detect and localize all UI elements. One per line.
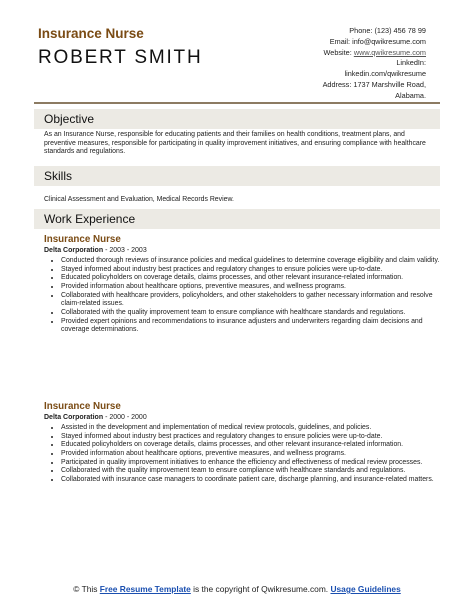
job-1-bullet: • Collaborated with the quality improvement team to ensure compliance with healthcare standards and regulations. bbox=[61, 309, 451, 318]
job-1-bullet: • Conducted thorough reviews of insurance policies and medical guidelines to determine coverage eligibility and claim validity. bbox=[61, 257, 451, 266]
job-2-bullet: • Participated in quality improvement initiatives to enhance the efficiency and effectiveness of medical review processes. bbox=[61, 459, 451, 468]
linkedin-value: linkedin.com/qwikresume bbox=[344, 69, 426, 79]
objective-text: As an Insurance Nurse, responsible for educating patients and their families on health conditions, treatment plans, and preventive measures, responsible for participating in quality improvement initiatives, and ensuring compliance with healthcare standards and regulations. bbox=[44, 131, 426, 156]
job-2-bullet: • Stayed informed about industry best practices and regulatory changes to ensure policies were up-to-date. bbox=[61, 433, 451, 442]
job-2-company: Delta Corporation bbox=[44, 414, 104, 421]
candidate-name: ROBERT SMITH bbox=[38, 47, 203, 68]
job-1-bullet-list bbox=[44, 257, 451, 335]
job-2-bullet: • Collaborated with insurance case managers to coordinate patient care, discharge planning, and insurance-related matters. bbox=[61, 476, 451, 485]
copyright-footer bbox=[0, 584, 474, 595]
job-2-company-line bbox=[44, 414, 147, 421]
linkedin-label: LinkedIn: bbox=[396, 58, 426, 68]
work-experience-heading: Work Experience bbox=[34, 209, 440, 229]
job-1-company-line bbox=[44, 247, 147, 254]
job-1-title: Insurance Nurse bbox=[44, 234, 121, 245]
usage-guidelines-link[interactable]: Usage Guidelines bbox=[330, 584, 401, 594]
job-2-bullet-list bbox=[44, 424, 451, 485]
contact-address-row bbox=[323, 80, 426, 91]
job-1-bullet: • Provided information about healthcare options, preventive measures, and wellness programs. bbox=[61, 283, 451, 292]
resume-job-title: Insurance Nurse bbox=[38, 26, 144, 41]
job-1-company: Delta Corporation bbox=[44, 247, 104, 254]
contact-block bbox=[323, 26, 426, 102]
email-label: Email: bbox=[329, 36, 351, 46]
free-resume-template-link[interactable]: Free Resume Template bbox=[99, 584, 191, 594]
footer-copyright-text: is the copyright of Qwikresume.com. bbox=[193, 584, 329, 594]
contact-website-row bbox=[323, 48, 426, 59]
header-divider bbox=[34, 102, 440, 104]
job-2-bullet: • Provided information about healthcare options, preventive measures, and wellness programs. bbox=[61, 450, 451, 459]
website-link[interactable]: www.qwikresume.com bbox=[353, 47, 426, 57]
address-label: Address: bbox=[322, 79, 352, 89]
website-label: Website: bbox=[323, 47, 352, 57]
address-line1: 1737 Marshville Road, bbox=[353, 79, 426, 89]
objective-heading: Objective bbox=[34, 109, 440, 129]
address-line2: Alabama. bbox=[395, 90, 426, 100]
skills-text: Clinical Assessment and Evaluation, Medical Records Review. bbox=[44, 196, 234, 203]
footer-text-this: This bbox=[81, 584, 98, 594]
job-1-bullet: • Collaborated with healthcare providers, policyholders, and other stakeholders to gather necessary information and resolve claim-related issues. bbox=[61, 292, 451, 309]
job-1-bullet: • Educated policyholders on coverage details, claims processes, and other relevant insurance-related information. bbox=[61, 274, 451, 283]
job-1-dates: - 2003 - 2003 bbox=[103, 247, 147, 254]
job-1-bullet: • Provided expert opinions and recommendations to insurance adjusters and underwriters regarding claim decisions and coverage determinations. bbox=[61, 318, 451, 335]
job-2-bullet: • Educated policyholders on coverage details, claims processes, and other relevant insurance-related information. bbox=[61, 441, 451, 450]
phone-label: Phone: bbox=[349, 26, 373, 35]
email-value: info@qwikresume.com bbox=[352, 36, 426, 46]
job-2-dates: - 2000 - 2000 bbox=[103, 414, 147, 421]
contact-phone-row bbox=[323, 26, 426, 37]
skills-heading: Skills bbox=[34, 166, 440, 186]
contact-email-row bbox=[323, 37, 426, 48]
job-2-title: Insurance Nurse bbox=[44, 401, 121, 412]
copyright-icon: © bbox=[73, 584, 80, 594]
job-2-bullet: • Collaborated with the quality improvement team to ensure compliance with healthcare standards and regulations. bbox=[61, 467, 451, 476]
phone-value: (123) 456 78 99 bbox=[374, 26, 426, 35]
job-2-bullet: • Assisted in the development and implementation of medical review protocols, guidelines, and policies. bbox=[61, 424, 451, 433]
job-1-bullet: • Stayed informed about industry best practices and regulatory changes to ensure policies were up-to-date. bbox=[61, 266, 451, 275]
